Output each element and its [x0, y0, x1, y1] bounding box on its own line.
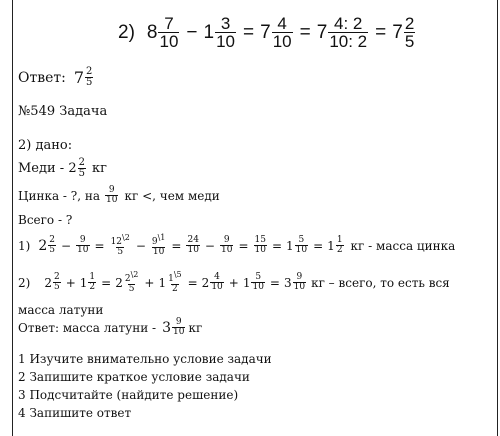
step1-h-whole: 1	[286, 238, 294, 253]
step2-f-whole: 1	[242, 275, 251, 290]
eq-w3: 7	[260, 22, 271, 43]
zinc-unit: кг <, чем меди	[124, 188, 220, 203]
left-border	[12, 0, 13, 436]
step2-b-whole: 1	[79, 275, 88, 290]
eq-frac3: $\frac{4}{10}$	[272, 14, 292, 51]
given-zinc	[18, 186, 220, 205]
step2-continuation: масса латуни	[18, 303, 104, 317]
eq-frac4: $\frac{4: 2}{10: 2}$	[329, 14, 368, 51]
step-2	[18, 271, 450, 294]
given-header: 2) дано:	[18, 138, 73, 153]
given-total: Всего - ?	[18, 213, 73, 227]
step2-eq-1: =	[101, 275, 112, 290]
step1-frac-h: $\frac{5}{10}$	[295, 235, 308, 255]
eq-w5: 7	[392, 22, 403, 43]
copper-label: Меди - 2	[18, 161, 77, 176]
instruction-4: 4 Запишите ответ	[18, 406, 132, 420]
step2-plus-3: +	[228, 275, 239, 290]
answer-2	[18, 318, 202, 337]
step2-g-whole: 3	[283, 275, 292, 290]
given-copper	[18, 158, 107, 179]
step1-minus-3: −	[204, 238, 215, 253]
step1-frac-g: $\frac{15}{10}$	[254, 235, 266, 255]
answer-2-unit: кг	[188, 320, 203, 335]
step1-frac-f: $\frac{9}{10}$	[220, 235, 233, 255]
step1-result: кг - масса цинка	[350, 238, 456, 253]
step2-eq-2: =	[187, 275, 198, 290]
step1-eq-2: =	[171, 238, 182, 253]
step1-frac-c: $\frac{12\backslash 2}{5}$	[110, 233, 130, 257]
step1-a-whole: 2	[38, 237, 48, 254]
step-1	[18, 234, 455, 257]
top-equation	[118, 15, 416, 50]
eq-equals3: =	[375, 22, 387, 43]
step2-c-whole: 2	[115, 275, 123, 290]
step2-plus-1: +	[65, 275, 76, 290]
eq-w1: 8	[146, 22, 158, 43]
step-1-label: 1)	[18, 238, 31, 253]
zinc-label: Цинка - ?, на	[18, 188, 101, 203]
step2-frac-f: $\frac{5}{10}$	[252, 272, 264, 292]
step1-i-whole: 1	[327, 238, 335, 253]
step2-frac-c: $\frac{2\backslash 2}{5}$	[124, 270, 139, 294]
task-title: №549 Задача	[18, 104, 108, 119]
eq-frac2: $\frac{3}{10}$	[216, 14, 236, 51]
zinc-fraction: $\frac{9}{10}$	[106, 185, 118, 205]
step1-minus-2: −	[135, 238, 146, 253]
eq-equals1: =	[243, 22, 255, 43]
step1-frac-e: $\frac{24}{10}$	[187, 235, 199, 255]
step2-frac-g: $\frac{9}{10}$	[293, 272, 306, 292]
step2-frac-a: $\frac{2}{5}$	[53, 272, 60, 292]
step1-eq-3: =	[238, 238, 249, 253]
step1-eq-4: =	[271, 238, 283, 253]
eq-w4: 7	[316, 22, 328, 43]
instruction-2: 2 Запишите краткое условие задачи	[18, 370, 250, 384]
step1-frac-a: $\frac{2}{5}$	[49, 235, 55, 255]
answer-1-whole: 7	[73, 67, 85, 87]
step2-d-whole: 1	[158, 275, 167, 290]
answer-1-fraction: $\frac{2}{5}$	[86, 66, 93, 88]
eq-label: 2)	[118, 22, 135, 43]
answer-2-whole: 3	[162, 319, 171, 336]
right-border	[497, 0, 498, 436]
step1-eq-1: =	[94, 238, 105, 253]
eq-frac5: $\frac{2}{5}$	[404, 14, 415, 51]
copper-unit: кг	[91, 161, 107, 176]
eq-equals2: =	[299, 22, 311, 43]
copper-fraction: $\frac{2}{5}$	[78, 157, 85, 179]
step1-frac-b: $\frac{9}{10}$	[77, 235, 89, 255]
step2-eq-3: =	[269, 275, 280, 290]
step1-frac-d: $\frac{9\backslash 1}{10}$	[151, 233, 166, 257]
eq-minus: −	[186, 22, 198, 43]
step2-plus-2: +	[144, 275, 155, 290]
step2-result: кг – всего, то есть вся	[311, 275, 450, 290]
answer-1-label: Ответ:	[18, 69, 66, 86]
step1-frac-i: $\frac{1}{2}$	[336, 235, 343, 255]
answer-2-fraction: $\frac{9}{10}$	[173, 317, 185, 337]
answer-1	[18, 67, 94, 88]
instruction-1: 1 Изучите внимательно условие задачи	[18, 352, 272, 366]
step2-frac-e: $\frac{4}{10}$	[211, 272, 223, 292]
eq-frac1: $\frac{7}{10}$	[159, 14, 179, 51]
instruction-3: 3 Подсчитайте (найдите решение)	[18, 388, 239, 402]
step2-frac-d: $\frac{1\backslash 5}{2}$	[168, 270, 182, 294]
step1-minus-1: −	[60, 238, 72, 253]
answer-2-label: Ответ: масса латуни -	[18, 320, 157, 335]
step2-frac-b: $\frac{1}{2}$	[89, 272, 96, 292]
step2-e-whole: 2	[201, 275, 210, 290]
step1-eq-5: =	[313, 238, 324, 253]
eq-w2: 1	[203, 22, 215, 43]
step-2-label: 2)	[18, 275, 31, 290]
step2-a-whole: 2	[44, 275, 52, 290]
